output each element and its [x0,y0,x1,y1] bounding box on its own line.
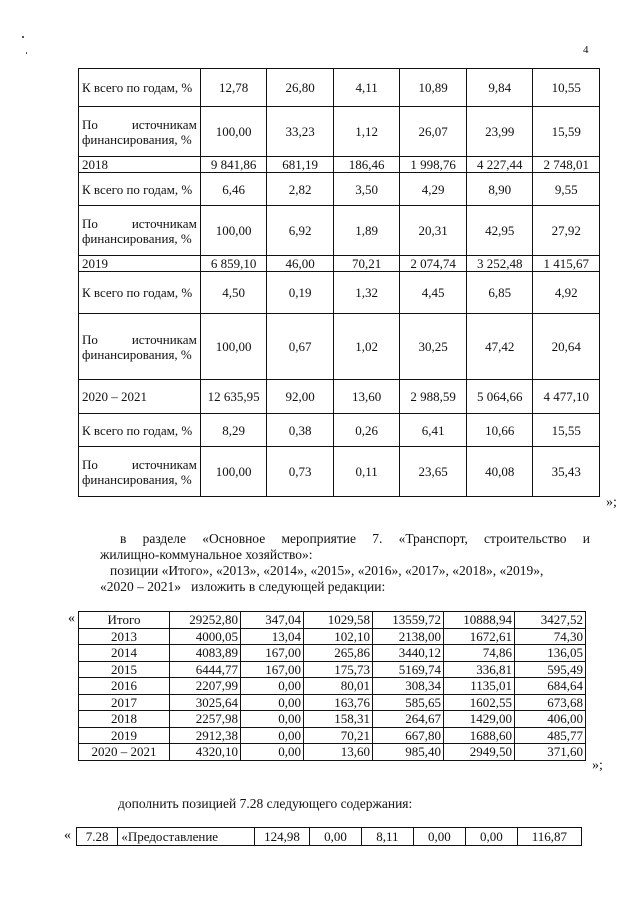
table-cell: 6,46 [200,173,267,206]
table-row [79,645,586,662]
table-cell: 102,10 [304,628,373,645]
table-row [79,661,586,678]
table-row [79,69,600,107]
table-cell: 4320,10 [170,744,241,761]
table-cell: 1,32 [333,272,400,314]
table-cell: 4,11 [333,69,400,107]
table-cell: 3,50 [333,173,400,206]
table-cell: 1429,00 [444,711,515,728]
table-cell: 0,11 [333,447,400,497]
table-cell: 4 477,10 [533,380,600,414]
row-label: 2016 [79,678,170,695]
table-cell: 347,04 [241,612,304,629]
table-row [79,447,600,497]
table-cell: 92,00 [267,380,334,414]
table-cell: 46,00 [267,256,334,272]
table-cell: 2949,50 [444,744,515,761]
table-cell: 74,86 [444,645,515,662]
table-cell: 336,81 [444,661,515,678]
table-cell: 136,05 [515,645,586,662]
table-cell: 33,23 [267,107,334,157]
table-cell: 8,11 [362,828,414,846]
table-cell: 10,89 [400,69,467,107]
table-cell: 23,99 [466,107,533,157]
table-cell: 4083,89 [170,645,241,662]
table-cell: 70,21 [304,727,373,744]
table-cell: 2912,38 [170,727,241,744]
table-cell: 2207,99 [170,678,241,695]
row-label: Итого [79,612,170,629]
table-cell: 3427,52 [515,612,586,629]
table-row [79,157,600,173]
table-row [79,256,600,272]
paragraph-line: «2020 – 2021» изложить в следующей редакции: [100,579,386,594]
table-cell: 0,00 [241,744,304,761]
table-cell: 264,67 [373,711,444,728]
table-cell: 4000,05 [170,628,241,645]
table-row [79,628,586,645]
table-cell: 9 841,86 [200,157,267,173]
table-cell: 8,90 [466,173,533,206]
table-cell: 4 227,44 [466,157,533,173]
table1-closing-quote: »; [606,495,617,510]
table-cell: 1135,01 [444,678,515,695]
table-cell: 1,89 [333,206,400,256]
table-cell: 406,00 [515,711,586,728]
table-cell: 80,01 [304,678,373,695]
table-cell: 0,00 [310,828,362,846]
table-row [79,380,600,414]
row-label: 2018 [79,711,170,728]
table-cell: 985,40 [373,744,444,761]
row-label: 2017 [79,694,170,711]
table-cell: 124,98 [254,828,309,846]
position-7-28-table [76,827,582,846]
year-label: 2020 – 2021 [79,380,201,414]
table-cell: 175,73 [304,661,373,678]
table-cell: 673,68 [515,694,586,711]
table-row [79,107,600,157]
table-cell: 371,60 [515,744,586,761]
table2-opening-quote: « [68,611,75,626]
row-label: К всего по годам, % [79,69,201,107]
table-cell: 158,31 [304,711,373,728]
table-cell: 0,00 [241,727,304,744]
table-cell: 8,29 [200,414,267,447]
table-cell: 4,50 [200,272,267,314]
table-cell: 20,64 [533,314,600,380]
table-cell: 6,92 [267,206,334,256]
table-cell: 23,65 [400,447,467,497]
table-cell: 3025,64 [170,694,241,711]
table-cell: 6,85 [466,272,533,314]
table-cell: 485,77 [515,727,586,744]
table3-opening-quote: « [64,828,71,843]
table-cell: 0,00 [241,694,304,711]
table-cell: 4,92 [533,272,600,314]
table-cell: 1672,61 [444,628,515,645]
table-cell: 0,00 [465,828,517,846]
financing-table [78,68,600,497]
row-label: 2015 [79,661,170,678]
row-label: 2020 – 2021 [79,744,170,761]
table-cell: 1029,58 [304,612,373,629]
table-cell: 10,66 [466,414,533,447]
table-cell: 265,86 [304,645,373,662]
table-row [79,314,600,380]
table-cell: 5169,74 [373,661,444,678]
table-cell: 0,19 [267,272,334,314]
table-cell: 0,67 [267,314,334,380]
table-cell: 40,08 [466,447,533,497]
table-cell: 0,38 [267,414,334,447]
paragraph-line: позиции «Итого», «2013», «2014», «2015», «2016», «2017», «2018», «2019», [110,563,544,578]
table-row [77,828,582,846]
table-cell: 1602,55 [444,694,515,711]
table-cell: 20,31 [400,206,467,256]
table-cell: 15,59 [533,107,600,157]
table-cell: 2138,00 [373,628,444,645]
scan-speck [26,52,27,54]
table-cell: 100,00 [200,206,267,256]
row-label: По источникам финансирования, % [79,447,201,497]
paragraph-line: в разделе «Основное мероприятие 7. «Транспорт, строительство и [120,531,590,546]
table-cell: 74,30 [515,628,586,645]
table-row [79,744,586,761]
table-row [79,206,600,256]
table-cell: 13,04 [241,628,304,645]
table-cell: 116,87 [517,828,581,846]
table-cell: 2 748,01 [533,157,600,173]
table-cell: 6444,77 [170,661,241,678]
table-cell: 2 988,59 [400,380,467,414]
row-label: По источникам финансирования, % [79,314,201,380]
table-cell: 47,42 [466,314,533,380]
table-cell: 684,64 [515,678,586,695]
table-cell: 595,49 [515,661,586,678]
table-row [79,414,600,447]
table-cell: 29252,80 [170,612,241,629]
table-cell: «Предоставление [118,828,255,846]
table-cell: 35,43 [533,447,600,497]
paragraph-add-position: дополнить позицией 7.28 следующего содержания: [118,796,413,811]
table-cell: 1688,60 [444,727,515,744]
table-row [79,612,586,629]
table-cell: 0,73 [267,447,334,497]
table-cell: 585,65 [373,694,444,711]
table-cell: 42,95 [466,206,533,256]
table-cell: 6 859,10 [200,256,267,272]
table-cell: 5 064,66 [466,380,533,414]
table-cell: 10,55 [533,69,600,107]
table-cell: 1 415,67 [533,256,600,272]
table-cell: 12 635,95 [200,380,267,414]
table-cell: 6,41 [400,414,467,447]
table-cell: 26,07 [400,107,467,157]
table-cell: 100,00 [200,447,267,497]
table-cell: 70,21 [333,256,400,272]
table-cell: 12,78 [200,69,267,107]
table-cell: 9,55 [533,173,600,206]
row-label: 2014 [79,645,170,662]
table-cell: 2257,98 [170,711,241,728]
row-label: По источникам финансирования, % [79,206,201,256]
table-row [79,711,586,728]
table-cell: 13559,72 [373,612,444,629]
table-cell: 100,00 [200,314,267,380]
table-cell: 2 074,74 [400,256,467,272]
table-cell: 27,92 [533,206,600,256]
table-row [79,678,586,695]
table-cell: 1 998,76 [400,157,467,173]
table-cell: 2,82 [267,173,334,206]
row-label: К всего по годам, % [79,173,201,206]
row-label: К всего по годам, % [79,414,201,447]
section7-table [78,611,586,761]
table-cell: 4,29 [400,173,467,206]
table-row [79,727,586,744]
table-cell: 4,45 [400,272,467,314]
table-cell: 100,00 [200,107,267,157]
page-number: 4 [583,44,589,56]
table-cell: 186,46 [333,157,400,173]
table-cell: 0,00 [413,828,465,846]
table-cell: 9,84 [466,69,533,107]
row-label: 2019 [79,727,170,744]
table-cell: 10888,94 [444,612,515,629]
table-row [79,694,586,711]
table2-closing-quote: »; [592,758,603,773]
table-cell: 26,80 [267,69,334,107]
row-label: К всего по годам, % [79,272,201,314]
table-cell: 1,12 [333,107,400,157]
year-label: 2019 [79,256,201,272]
table-cell: 3440,12 [373,645,444,662]
table-cell: 13,60 [333,380,400,414]
table-cell: 1,02 [333,314,400,380]
table-cell: 167,00 [241,661,304,678]
row-label: По источникам финансирования, % [79,107,201,157]
table-cell: 3 252,48 [466,256,533,272]
table-cell: 0,26 [333,414,400,447]
paragraph-line: жилищно-коммунальное хозяйство»: [100,547,313,562]
paragraph-section-7 [80,531,590,595]
table-cell: 0,00 [241,711,304,728]
position-number: 7.28 [77,828,118,846]
table-row [79,272,600,314]
scan-speck [22,36,24,38]
year-label: 2018 [79,157,201,173]
table-cell: 15,55 [533,414,600,447]
table-cell: 163,76 [304,694,373,711]
table-cell: 681,19 [267,157,334,173]
table-row [79,173,600,206]
table-cell: 0,00 [241,678,304,695]
table-cell: 667,80 [373,727,444,744]
table-cell: 167,00 [241,645,304,662]
table-cell: 308,34 [373,678,444,695]
table-cell: 13,60 [304,744,373,761]
row-label: 2013 [79,628,170,645]
table-cell: 30,25 [400,314,467,380]
